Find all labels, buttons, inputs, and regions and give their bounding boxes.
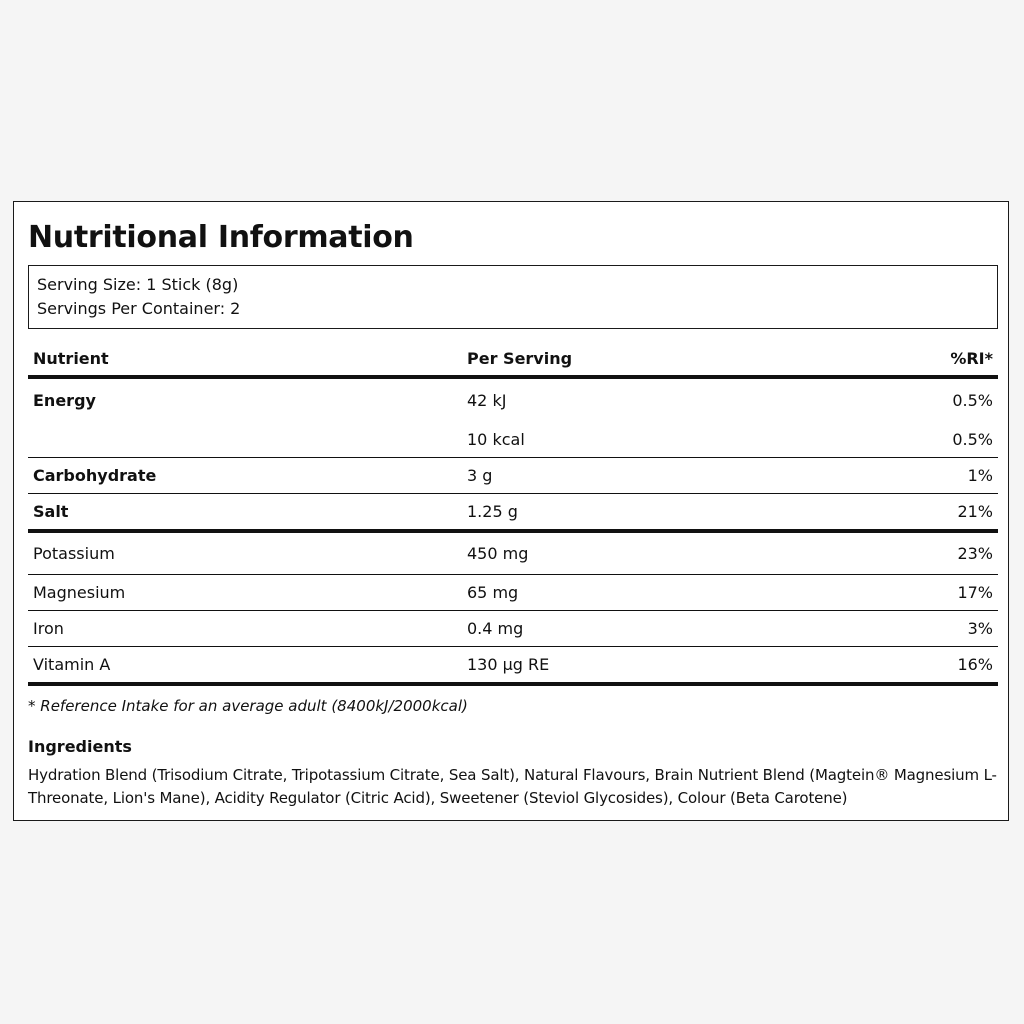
table-row [28,458,998,494]
per-serving-value: 42 kJ [467,391,507,410]
table-row [28,422,998,458]
nutrition-panel [13,201,1009,821]
ri-value: 17% [822,575,998,611]
per-serving-value: 0.4 mg [462,611,822,647]
per-serving-value: 65 mg [462,575,822,611]
ri-value: 23% [822,531,998,575]
header-ri: %RI* [822,341,998,377]
per-serving-value: 450 mg [462,531,822,575]
table-row [28,611,998,647]
per-serving-value: 1.25 g [462,494,822,532]
page-title: Nutritional Information [28,220,414,255]
servings-per-container: Servings Per Container: 2 [37,299,241,318]
header-nutrient: Nutrient [28,341,462,377]
table-row [28,377,998,422]
table-row [28,531,998,575]
ri-value: 0.5% [822,422,998,458]
nutrient-name: Carbohydrate [28,458,462,494]
serving-size: Serving Size: 1 Stick (8g) [37,275,239,294]
table-header-row [28,341,998,377]
ri-value: 3% [822,611,998,647]
nutrient-name: Energy [33,391,96,410]
nutrient-name: Potassium [28,531,462,575]
nutrient-name [28,422,462,458]
serving-info-box [28,265,998,329]
per-serving-value: 10 kcal [462,422,822,458]
table-row [28,647,998,685]
per-serving-value: 3 g [462,458,822,494]
per-serving-value: 130 µg RE [462,647,822,685]
ri-value: 21% [822,494,998,532]
ri-footnote: * Reference Intake for an average adult (8400kJ/2000kcal) [28,697,468,715]
nutrient-name: Iron [28,611,462,647]
ri-value: 16% [822,647,998,685]
ingredients-heading: Ingredients [28,737,132,756]
nutrient-name: Salt [28,494,462,532]
table-row [28,575,998,611]
ri-value: 1% [822,458,998,494]
nutrition-table [28,341,998,686]
ri-value: 0.5% [952,391,993,410]
ingredients-text: Hydration Blend (Trisodium Citrate, Tripotassium Citrate, Sea Salt), Natural Flavours, Brain Nutrient Blend (Magtein® Magnesium L-Threonate, Lion's Mane), Acidity Regulator (Citric Acid), Sweetener (Steviol Glycosides), Colour (Beta Carotene) [28,766,997,807]
header-per-serving: Per Serving [462,341,822,377]
nutrient-name: Magnesium [28,575,462,611]
table-row [28,494,998,532]
nutrient-name: Vitamin A [28,647,462,685]
